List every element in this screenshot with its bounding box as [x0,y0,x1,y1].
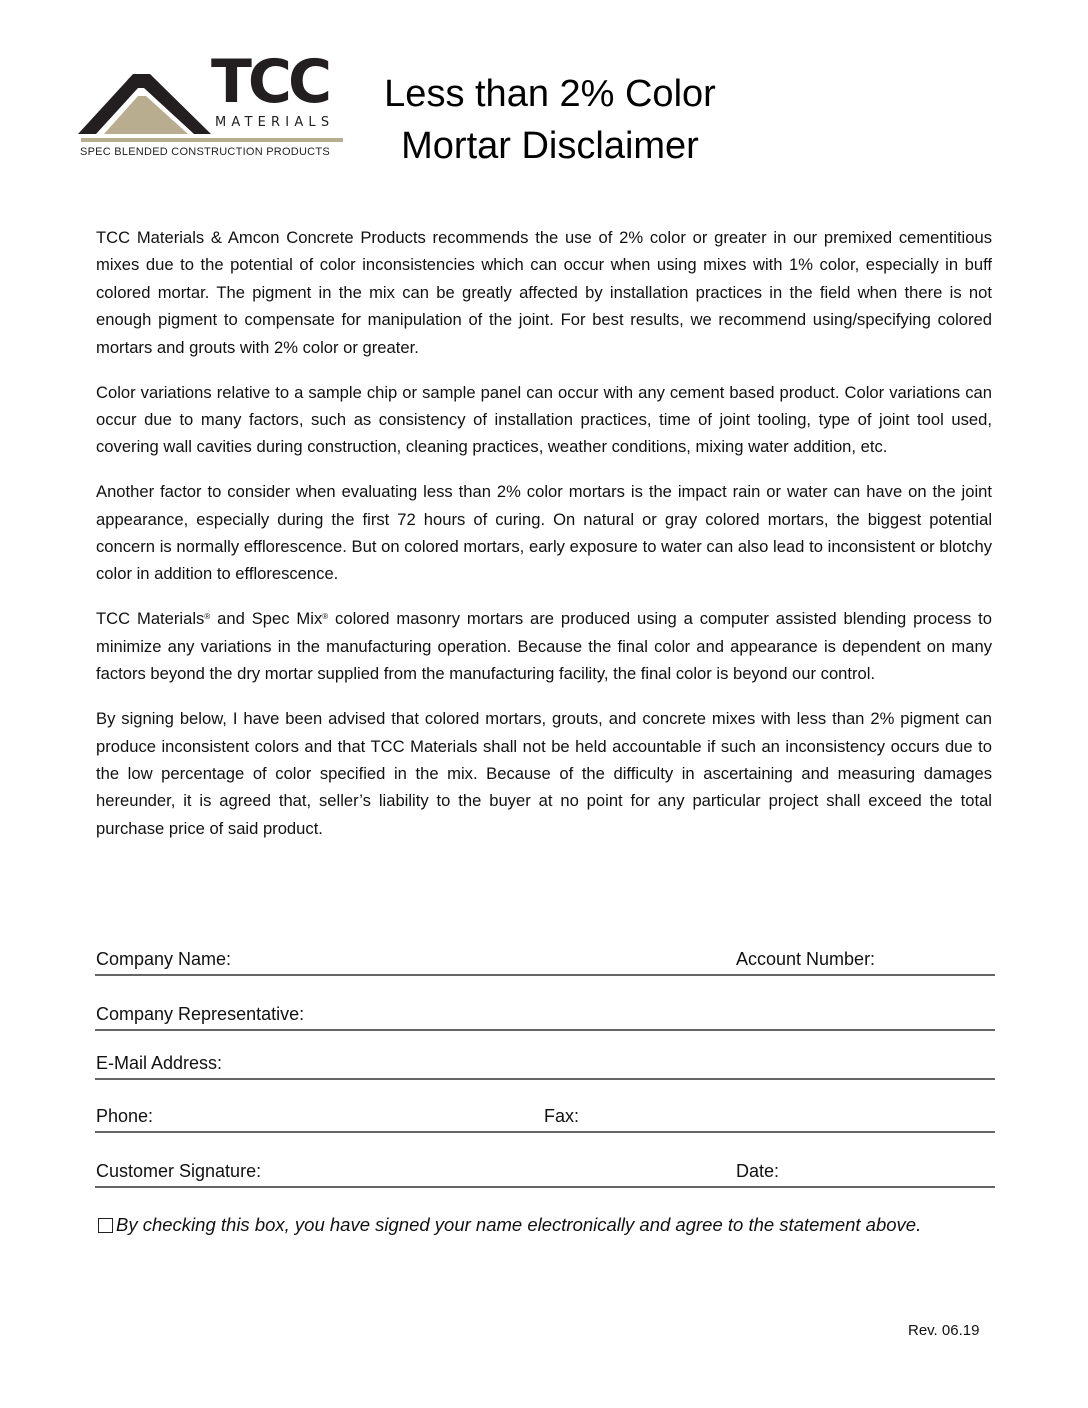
company-rep-label: Company Representative: [96,1004,305,1024]
signature-form [95,940,995,1207]
logo-tagline: SPEC BLENDED CONSTRUCTION PRODUCTS [80,146,330,158]
logo-divider [81,138,343,142]
title-line-2: Mortar Disclaimer [401,125,699,167]
disclaimer-body [96,224,992,860]
p4-text-c: colored masonry mortars are produced using a computer assisted blending process to minimize any variations in the manufacturing operation. Because the final color and appearance is dependent on many factors beyond the dry mortar supplied from the manufacturing facility, the final color is beyond our control. [96,609,993,684]
phone-field[interactable] [95,1097,995,1133]
paragraph-3: Another factor to consider when evaluating less than 2% color mortars is the impact rain or water can have on the joint appearance, especially during the first 72 hours of curing. On natural or gray colored mortars, the biggest potential concern is normally efflorescence. But on colored mortars, early exposure to water can also lead to inconsistent or blotchy color in addition to efflorescence. [96,482,992,584]
paragraph-5: By signing below, I have been advised that colored mortars, grouts, and concrete mixes with less than 2% pigment can produce inconsistent colors and that TCC Materials shall not be held accountable if such an inconsistency occurs due to the low percentage of color specified in the mix. Because of the difficulty in ascertaining and measuring damages hereunder, it is agreed that, seller’s liability to the buyer at no point for any particular project shall exceed the total purchase price of said product. [96,709,992,838]
paragraph-1: TCC Materials & Amcon Concrete Products recommends the use of 2% color or greater in our premixed cementitious mixes due to the potential of color inconsistencies which can occur when using mixes with 1% color, especially in buff colored mortar. The pigment in the mix can be greatly affected by installation practices in the field when there is not enough pigment to compensate for manipulation of the joint. For best results, we recommend using/specifying colored mortars and grouts with 2% color or greater. [96,228,992,357]
logo-materials: MATERIALS [215,115,335,130]
e-signature-agreement [98,1214,921,1236]
revision-label: Rev. 06.19 [908,1322,980,1339]
e-signature-checkbox[interactable] [98,1218,113,1233]
company-name-label: Company Name: [96,949,232,969]
title-line-1: Less than 2% Color [384,73,716,115]
account-number-label: Account Number: [736,949,876,969]
paragraph-2: Color variations relative to a sample chip or sample panel can occur with any cement based product. Color variations can occur due to many factors, such as consistency of installation practices, time of joint tooling, type of joint tool used, covering wall cavities during construction, cleaning practices, weather conditions, mixing water addition, etc. [96,382,992,457]
date-label: Date: [736,1161,780,1181]
email-label: E-Mail Address: [96,1053,223,1073]
signature-field[interactable] [95,1152,995,1188]
p4-text-a: TCC Materials [96,609,205,629]
fax-label: Fax: [544,1106,580,1126]
registered-mark: ® [322,612,329,622]
registered-mark: ® [204,612,211,622]
page-title [360,68,740,172]
p4-text-b: and Spec Mix [210,609,323,629]
logo-wordmark: TCC [211,47,328,117]
signature-label: Customer Signature: [96,1161,262,1181]
company-name-field[interactable] [95,940,995,976]
email-field[interactable] [95,1048,995,1080]
paragraph-4 [96,605,992,687]
phone-label: Phone: [96,1106,154,1126]
e-signature-label: By checking this box, you have signed your name electronically and agree to the statement above. [116,1214,922,1235]
company-rep-field[interactable] [95,995,995,1031]
tcc-materials-logo [78,47,350,162]
mountain-icon [78,66,213,138]
